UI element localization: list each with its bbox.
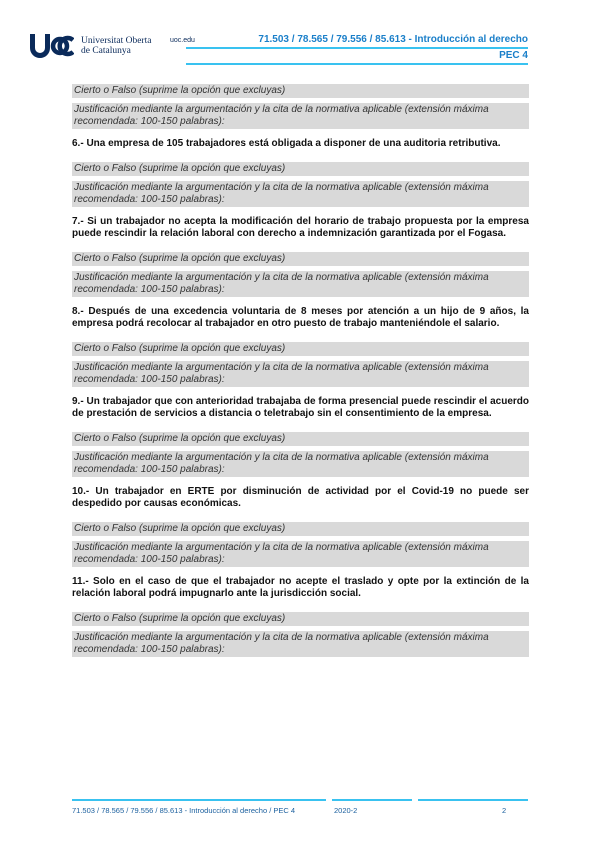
true-false-field[interactable]: Cierto o Falso (suprime la opción que excluyas)	[72, 252, 529, 266]
justification-field[interactable]: Justificación mediante la argumentación y la cita de la normativa aplicable (extensión máxima recomendada: 100-150 palabras):	[72, 103, 529, 129]
true-false-field[interactable]: Cierto o Falso (suprime la opción que excluyas)	[72, 522, 529, 536]
header-divider-top	[186, 47, 528, 49]
footer-term: 2020-2	[334, 806, 358, 815]
question-7: 7.- Si un trabajador no acepta la modificación del horario de trabajo propuesta por la empresa puede rescindir la relación laboral con derecho a indemnización garantizada por el Fogasa.	[72, 215, 529, 239]
footer-divider	[418, 799, 528, 801]
question-8: 8.- Después de una excedencia voluntaria de 8 meses por atención a un hijo de 9 años, la empresa podrá recolocar al trabajador en otro puesto de trabajo manteniéndole el salario.	[72, 305, 529, 329]
uoc-logo	[29, 30, 74, 60]
page-header	[0, 0, 600, 80]
question-6: 6.- Una empresa de 105 trabajadores está obligada a disponer de una auditoria retributiva.	[72, 138, 501, 149]
page-footer	[0, 795, 600, 825]
justification-field[interactable]: Justificación mediante la argumentación y la cita de la normativa aplicable (extensión máxima recomendada: 100-150 palabras):	[72, 271, 529, 297]
university-line1: Universitat Oberta	[81, 36, 152, 46]
course-title: 71.503 / 78.565 / 79.556 / 85.613 - Introducción al derecho	[258, 34, 528, 45]
site-url: uoc.edu	[170, 37, 195, 44]
true-false-field[interactable]: Cierto o Falso (suprime la opción que excluyas)	[72, 342, 529, 356]
university-name	[81, 36, 151, 56]
true-false-field[interactable]: Cierto o Falso (suprime la opción que excluyas)	[72, 84, 529, 98]
footer-divider	[332, 799, 412, 801]
true-false-field[interactable]: Cierto o Falso (suprime la opción que excluyas)	[72, 162, 529, 176]
question-11: 11.- Solo en el caso de que el trabajador no acepte el traslado y opte por la extinción de la relación laboral podrá impugnarlo ante la jurisdicción social.	[72, 575, 529, 599]
true-false-field[interactable]: Cierto o Falso (suprime la opción que excluyas)	[72, 432, 529, 446]
justification-field[interactable]: Justificación mediante la argumentación y la cita de la normativa aplicable (extensión máxima recomendada: 100-150 palabras):	[72, 361, 529, 387]
justification-field[interactable]: Justificación mediante la argumentación y la cita de la normativa aplicable (extensión máxima recomendada: 100-150 palabras):	[72, 541, 529, 567]
justification-field[interactable]: Justificación mediante la argumentación y la cita de la normativa aplicable (extensión máxima recomendada: 100-150 palabras):	[72, 451, 529, 477]
page-content	[72, 84, 529, 666]
page-number: 2	[502, 806, 507, 815]
header-divider-bottom	[186, 63, 528, 65]
university-line2: de Catalunya	[81, 46, 131, 56]
uoc-logo-icon	[29, 30, 74, 60]
pec-label: PEC 4	[499, 50, 528, 61]
footer-divider	[72, 799, 326, 801]
question-10: 10.- Un trabajador en ERTE por disminución de actividad por el Covid-19 no puede ser despedido por causas económicas.	[72, 485, 529, 509]
justification-field[interactable]: Justificación mediante la argumentación y la cita de la normativa aplicable (extensión máxima recomendada: 100-150 palabras):	[72, 181, 529, 207]
question-9: 9.- Un trabajador que con anterioridad trabajaba de forma presencial puede rescindir el acuerdo de prestación de servicios a distancia o teletrabajo sin el consentimiento de la empresa.	[72, 395, 529, 419]
footer-course: 71.503 / 78.565 / 79.556 / 85.613 - Introducción al derecho / PEC 4	[72, 806, 296, 815]
true-false-field[interactable]: Cierto o Falso (suprime la opción que excluyas)	[72, 612, 529, 626]
justification-field[interactable]: Justificación mediante la argumentación y la cita de la normativa aplicable (extensión máxima recomendada: 100-150 palabras):	[72, 631, 529, 657]
